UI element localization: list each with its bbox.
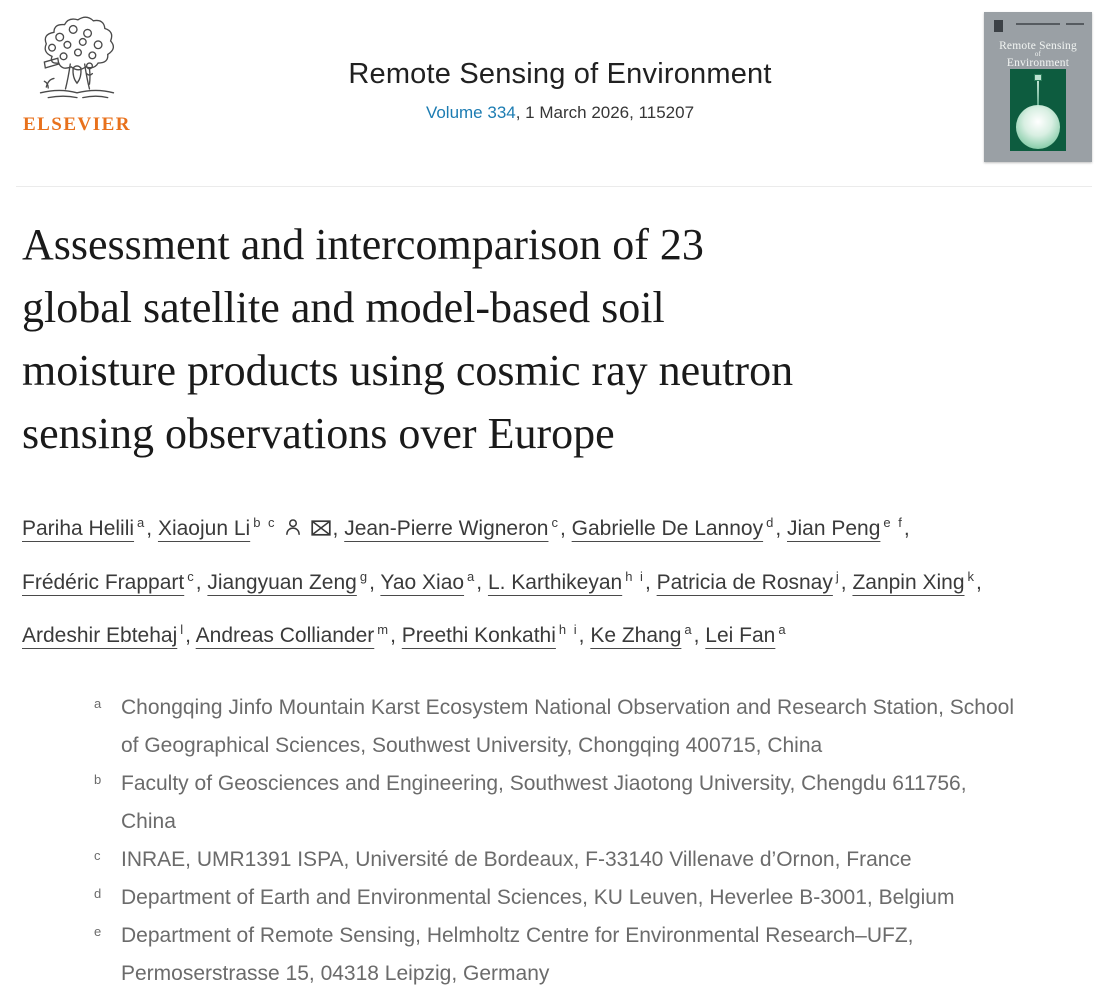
article-title-line: global satellite and model-based soil bbox=[22, 283, 665, 332]
affiliation-item bbox=[22, 765, 1084, 841]
author-item bbox=[344, 517, 560, 540]
author-separator: , bbox=[390, 624, 402, 647]
affiliation-item bbox=[22, 879, 1084, 917]
author-profile-icon[interactable] bbox=[284, 506, 302, 553]
author-item bbox=[705, 624, 787, 647]
cover-journal-title: Remote Sensing of Environment bbox=[999, 40, 1077, 69]
article-title-line: Assessment and intercomparison of 23 bbox=[22, 220, 704, 269]
author-affiliation-sup: e f bbox=[883, 515, 904, 530]
author-item bbox=[196, 624, 390, 647]
author-link[interactable]: Ke Zhang bbox=[590, 624, 682, 647]
volume-link[interactable]: Volume 334 bbox=[425, 103, 516, 122]
author-link[interactable]: Andreas Colliander bbox=[195, 624, 375, 647]
article-title-line: moisture products using cosmic ray neutron bbox=[22, 346, 794, 395]
article-title bbox=[22, 213, 1084, 465]
author-affiliation-sup: b c bbox=[253, 515, 277, 530]
author-link[interactable]: Frédéric Frappart bbox=[22, 571, 185, 594]
affiliation-item bbox=[22, 841, 1084, 879]
affiliation-text: Department of Earth and Environmental Sciences, KU Leuven, Heverlee B-3001, Belgium bbox=[121, 886, 955, 909]
affiliation-text: Chongqing Jinfo Mountain Karst Ecosystem National Observation and Research Station, School of Geographical Sciences, Southwest University, Chongqing 400715, China bbox=[121, 696, 1014, 757]
author-link[interactable]: Xiaojun Li bbox=[157, 517, 251, 540]
journal-meta bbox=[136, 10, 984, 123]
author-link[interactable]: Jiangyuan Zeng bbox=[207, 571, 357, 594]
author-item bbox=[158, 517, 333, 540]
author-affiliation-sup: j bbox=[835, 569, 841, 584]
cover-masthead bbox=[994, 20, 1084, 32]
journal-cover-thumbnail[interactable] bbox=[984, 12, 1092, 162]
author-separator: , bbox=[578, 624, 591, 647]
article-body bbox=[0, 213, 1106, 993]
elsevier-logo bbox=[18, 10, 136, 136]
author-separator: , bbox=[840, 571, 853, 594]
author-affiliation-sup: h i bbox=[625, 569, 645, 584]
author-link[interactable]: Gabrielle De Lannoy bbox=[571, 517, 764, 540]
author-affiliation-sup: a bbox=[137, 515, 147, 530]
author-separator: , bbox=[185, 624, 196, 647]
cover-issue-line bbox=[1066, 23, 1084, 25]
author-link[interactable]: Lei Fan bbox=[705, 624, 776, 647]
author-link[interactable]: Pariha Helili bbox=[22, 517, 135, 540]
author-list bbox=[22, 499, 1084, 659]
author-separator: , bbox=[644, 571, 657, 594]
cover-mini-logo bbox=[994, 20, 1003, 32]
author-affiliation-sup: k bbox=[967, 569, 977, 584]
author-affiliation-sup: d bbox=[766, 515, 776, 530]
author-link[interactable]: Jian Peng bbox=[787, 517, 881, 540]
author-separator: , bbox=[332, 517, 345, 540]
author-link[interactable]: L. Karthikeyan bbox=[487, 571, 623, 594]
author-item bbox=[207, 571, 369, 594]
author-item bbox=[787, 517, 904, 540]
affiliation-list bbox=[22, 689, 1084, 993]
journal-title-link[interactable]: Remote Sensing of Environment bbox=[348, 58, 772, 90]
author-separator: , bbox=[146, 517, 158, 540]
author-item bbox=[22, 517, 146, 540]
volume-issue-line bbox=[136, 103, 984, 123]
author-separator: , bbox=[976, 571, 982, 594]
affiliation-label: e bbox=[94, 924, 102, 939]
cover-sphere bbox=[1016, 105, 1060, 149]
header-divider bbox=[16, 186, 1092, 187]
author-affiliation-sup: h i bbox=[558, 622, 579, 637]
author-link[interactable]: Preethi Konkathi bbox=[401, 624, 556, 647]
author-item bbox=[402, 624, 579, 647]
elsevier-tree-icon bbox=[29, 16, 125, 112]
author-separator: , bbox=[693, 624, 706, 647]
affiliation-text: Faculty of Geosciences and Engineering, Southwest Jiaotong University, Chengdu 611756, China bbox=[121, 772, 967, 833]
affiliation-label: a bbox=[94, 696, 102, 711]
affiliation-label: d bbox=[94, 886, 102, 901]
author-item bbox=[488, 571, 645, 594]
author-item bbox=[590, 624, 693, 647]
author-affiliation-sup: l bbox=[180, 622, 186, 637]
affiliation-label: c bbox=[94, 848, 101, 863]
journal-header bbox=[0, 0, 1106, 176]
author-separator: , bbox=[476, 571, 488, 594]
cover-artwork bbox=[1010, 69, 1066, 151]
corresponding-author-email-icon[interactable] bbox=[311, 506, 331, 553]
author-item bbox=[572, 517, 776, 540]
author-affiliation-sup: a bbox=[684, 622, 694, 637]
author-link[interactable]: Jean-Pierre Wigneron bbox=[344, 517, 549, 540]
author-separator: , bbox=[195, 571, 208, 594]
author-link[interactable]: Ardeshir Ebtehaj bbox=[22, 624, 178, 647]
author-link[interactable]: Zanpin Xing bbox=[852, 571, 965, 594]
issue-date-text: , 1 March 2026, 115207 bbox=[515, 103, 695, 122]
author-separator: , bbox=[775, 517, 787, 540]
cover-probe-icon bbox=[1034, 74, 1042, 81]
author-item bbox=[22, 571, 196, 594]
author-separator: , bbox=[369, 571, 381, 594]
author-item bbox=[22, 624, 185, 647]
affiliation-text: Department of Remote Sensing, Helmholtz Centre for Environmental Research–UFZ, Permoserstrasse 15, 04318 Leipzig, Germany bbox=[121, 924, 914, 985]
article-title-line: sensing observations over Europe bbox=[22, 409, 615, 458]
author-affiliation-sup: m bbox=[377, 622, 391, 637]
author-affiliation-sup: c bbox=[551, 515, 560, 530]
author-affiliation-sup: a bbox=[778, 622, 788, 637]
author-item bbox=[657, 571, 841, 594]
affiliation-item bbox=[22, 689, 1084, 765]
author-link[interactable]: Patricia de Rosnay bbox=[656, 571, 833, 594]
affiliation-text: INRAE, UMR1391 ISPA, Université de Bordeaux, F-33140 Villenave d’Ornon, France bbox=[121, 848, 912, 871]
author-item bbox=[852, 571, 976, 594]
author-link[interactable]: Yao Xiao bbox=[380, 571, 465, 594]
author-item bbox=[380, 571, 476, 594]
author-affiliation-sup: a bbox=[467, 569, 477, 584]
cover-editor-line bbox=[1016, 23, 1060, 25]
author-affiliation-sup: c bbox=[187, 569, 196, 584]
affiliation-item bbox=[22, 917, 1084, 993]
elsevier-wordmark: ELSEVIER bbox=[22, 114, 132, 135]
author-separator: , bbox=[559, 517, 572, 540]
affiliation-label: b bbox=[94, 772, 102, 787]
author-affiliation-sup: g bbox=[359, 569, 370, 584]
author-separator: , bbox=[903, 517, 910, 540]
